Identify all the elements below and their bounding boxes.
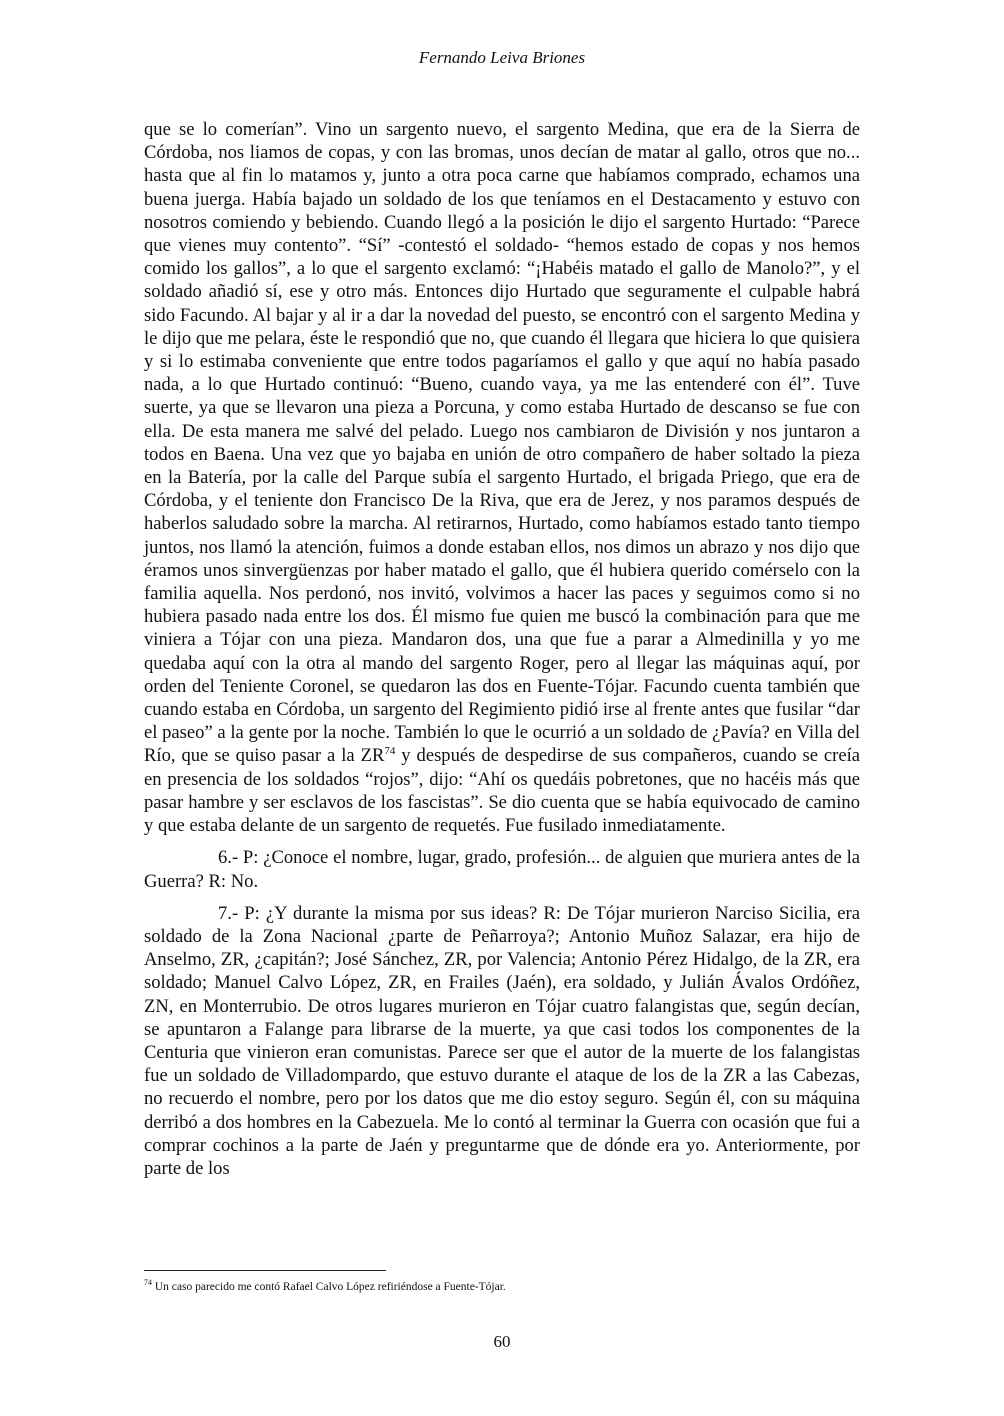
paragraph-continuation — [144, 118, 860, 837]
footnote — [144, 1280, 860, 1295]
question-6-paragraph: 6.- P: ¿Conoce el nombre, lugar, grado, profesión... de alguien que muriera antes de la Guerra? R: No. — [144, 847, 860, 892]
footnote-text: Un caso parecido me contó Rafael Calvo López refiriéndose a Fuente-Tójar. — [152, 1281, 506, 1293]
question-7-paragraph: 7.- P: ¿Y durante la misma por sus ideas? R: De Tójar murieron Narciso Sicilia, era soldado de la Zona Nacional ¿parte de Peñarroya?; Antonio Muñoz Salazar, era hijo de Anselmo, ZR, ¿capitán?; José Sánchez, ZR, por Valencia; Antonio Pérez Hidalgo, de la ZR, era soldado; Manuel Calvo López, ZR, en Frailes (Jaén), era soldado, y Julián Ávalos Ordóñez, ZN, en Monterrubio. De otros lugares murieron en Tójar cuatro falangistas que, según decían, se apuntaron a Falange para librarse de la muerte, ya que casi todos los componentes de la Centuria que vinieron eran comunistas. Parece ser que el autor de la muerte de los falangistas fue un soldado de Villadompardo, que estuvo durante el ataque de los de la ZR a las Cabezas, no recuerdo el nombre, pero por los datos que me dio estoy seguro. Según él, con su máquina derribó a dos hombres en la Cabezuela. Me lo contó al terminar la Guerra con ocasión que fui a comprar cochinos a la parte de Jaén y preguntarme que de dónde era yo. Anteriormente, por parte de los — [144, 902, 860, 1179]
footnote-divider — [144, 1270, 386, 1271]
paragraph-text: que se lo comerían”. Vino un sargento nuevo, el sargento Medina, que era de la Sierra de Córdoba, nos liamos de copas, y con las bromas, unos decían de matar al gallo, otros que no... hasta que al fin lo matamos y, junto a otra poca carne que habíamos comprado, echamos una buena juerga. Había bajado un soldado de los que teníamos en el Destacamento y estuvo con nosotros comiendo y bebiendo. Cuando llegó a la posición le dijo el sargento Hurtado: “Parece que vienes muy contento”. “Sí” -contestó el soldado- “hemos estado de copas y nos hemos comido los gallos”, a lo que el sargento exclamó: “¡Habéis matado el gallo de Manolo?”, y el soldado añadió sí, ese y otro más. Entonces dijo Hurtado que seguramente el culpable habrá sido Facundo. Al bajar y al ir a dar la novedad del puesto, se encontró con el sargento Medina y le dijo que me pelara, éste le respondió que no, que cuando él llegara que hiciera lo que quisiera y si lo estimaba conveniente que entre todos pagaríamos el gallo y que aquí no había pasado nada, a lo que Hurtado continuó: “Bueno, cuando vaya, ya me las entenderé con él”. Tuve suerte, ya que se llevaron una pieza a Porcuna, y como estaba Hurtado de descanso se fue con ella. De esta manera me salvé del pelado. Luego nos cambiaron de División y nos juntaron a todos en Baena. Una vez que yo bajaba en unión de otro compañero de haber soltado la pieza en la Batería, por la calle del Parque subía el sargento Hurtado, el brigada Priego, que era de Córdoba, y el teniente don Francisco De la Riva, que era de Jerez, y nos paramos después de haberlos saludado sobre la marcha. Al retirarnos, Hurtado, como habíamos estado tanto tiempo juntos, nos llamó la atención, fuimos a donde estaban ellos, nos dimos un abrazo y nos dijo que éramos unos sinvergüenzas por haber matado el gallo, que él hubiera querido comérselo con la familia aquella. Nos perdonó, nos invitó, volvimos a hacer las paces y seguimos como si no hubiera pasado nada entre los dos. Él mismo fue quien me buscó la combinación para que me viniera a Tójar con una pieza. Mandaron dos, una que fue a parar a Almedinilla y yo me quedaba aquí con la otra al mando del sargento Roger, pero al llegar las máquinas aquí, por orden del Teniente Coronel, se quedaron las dos en Fuente-Tójar. Facundo cuenta también que cuando estaba en Córdoba, un sargento del Regimiento pidió irse al frente antes que fusilar “dar el paseo” a la gente por la noche. También lo que le ocurrió a un soldado de ¿Pavía? en Villa del Río, que se quiso pasar a la ZR — [144, 119, 860, 767]
page-number: 60 — [493, 1332, 511, 1351]
body-text — [144, 118, 860, 1180]
footnote-number: 74 — [144, 1278, 152, 1288]
paragraph-text-continued: y después de despedirse de sus compañeros, cuando se creía en presencia de los soldados “rojos”, dijo: “Ahí os quedáis pobretones, que no hacéis más que pasar hambre y ser esclavos de los fascistas”. Se dio cuenta que se había equivocado de camino y que estaba delante de un sargento de requetés. Fue fusilado inmediatamente. — [144, 745, 861, 837]
running-header: Fernando Leiva Briones — [418, 48, 586, 67]
footnote-reference[interactable]: 74 — [384, 745, 396, 758]
